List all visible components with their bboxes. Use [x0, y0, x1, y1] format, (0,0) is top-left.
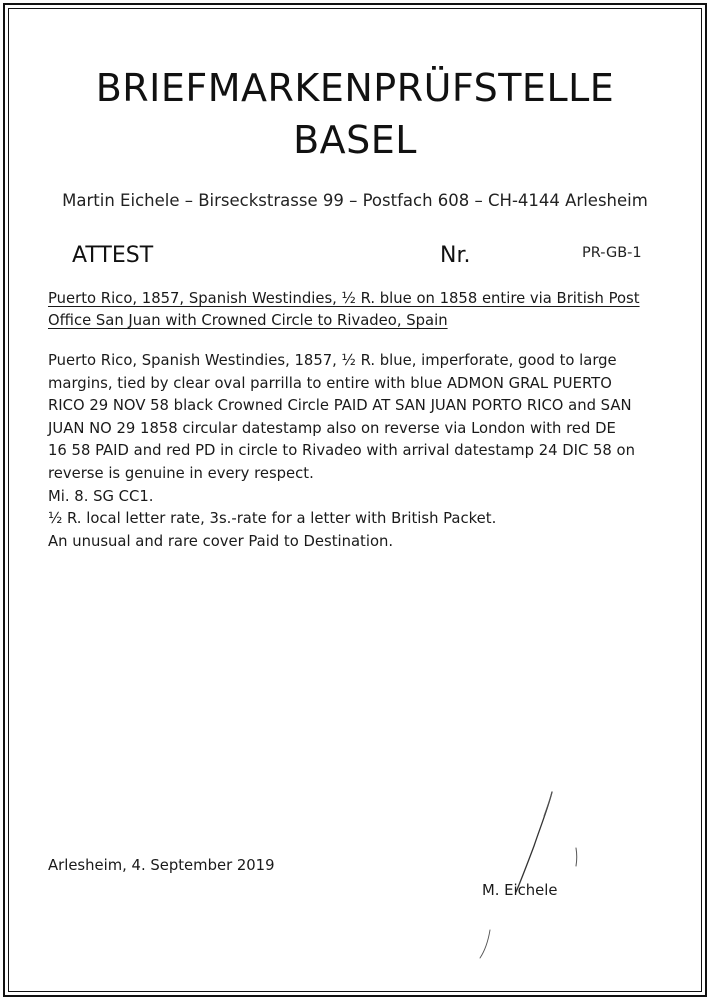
attest-body [48, 350, 668, 553]
body-line: 16 58 PAID and red PD in circle to Rivadeo with arrival datestamp 24 DIC 58 on [48, 442, 635, 460]
subject-line-2: Office San Juan with Crowned Circle to Rivadeo, Spain [48, 312, 448, 329]
subject-line-1: Puerto Rico, 1857, Spanish Westindies, ½ R. blue on 1858 entire via British Post [48, 290, 640, 307]
institution-title: BRIEFMARKENPRÜFSTELLE [95, 66, 615, 110]
attest-number: PR-GB-1 [582, 245, 642, 261]
body-line: reverse is genuine in every respect. [48, 464, 314, 482]
place-and-date: Arlesheim, 4. September 2019 [48, 857, 275, 874]
body-line: margins, tied by clear oval parrilla to entire with blue ADMON GRAL PUERTO [48, 374, 612, 392]
number-label: Nr. [440, 243, 471, 268]
body-line: Mi. 8. SG CC1. [48, 487, 154, 505]
attest-label: ATTEST [72, 243, 154, 268]
handwritten-signature [460, 780, 600, 960]
institution-city: BASEL [293, 118, 417, 162]
address-line: Martin Eichele – Birseckstrasse 99 – Postfach 608 – CH-4144 Arlesheim [62, 191, 648, 210]
signer-name: M. Eichele [482, 882, 558, 899]
body-line: JUAN NO 29 1858 circular datestamp also on reverse via London with red DE [48, 419, 616, 437]
subject-heading [48, 288, 668, 332]
body-line: ½ R. local letter rate, 3s.-rate for a letter with British Packet. [48, 510, 497, 528]
body-line: Puerto Rico, Spanish Westindies, 1857, ½ R. blue, imperforate, good to large [48, 352, 617, 369]
body-line: An unusual and rare cover Paid to Destination. [48, 532, 394, 550]
body-line: RICO 29 NOV 58 black Crowned Circle PAID AT SAN JUAN PORTO RICO and SAN [48, 397, 632, 415]
